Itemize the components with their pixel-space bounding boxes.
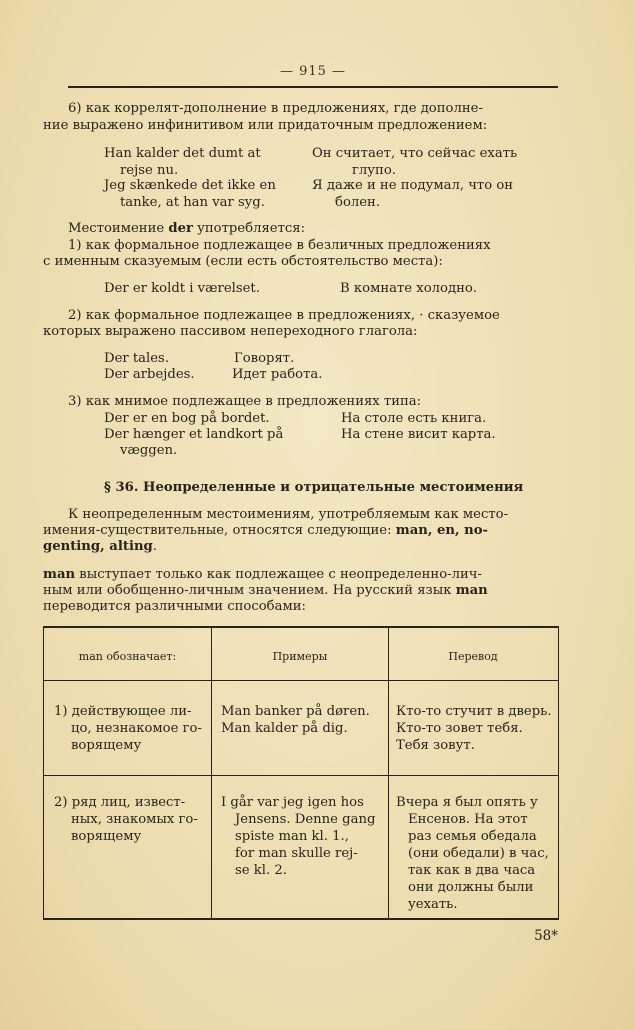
ex2-da: Der er koldt i værelset. bbox=[104, 281, 260, 296]
ex1-ru-line1: Он считает, что сейчас ехать bbox=[312, 146, 518, 161]
table-row2-translation: Вчера я был опять у Енсенов. На этот раз семья обедала (они обедали) в час, так как в два часа они должны были уехать. bbox=[396, 795, 549, 912]
man-usage-table bbox=[43, 626, 559, 920]
table-row2-example: I går var jeg igen hos Jensens. Denne gang spiste man kl. 1., for man skulle rej- se kl. 2. bbox=[221, 795, 376, 878]
p1-line1: 1) как формальное подлежащее в безличных предложениях bbox=[68, 238, 491, 253]
der-intro-line: Местоимение der употребляется: bbox=[68, 221, 306, 236]
table-row-divider bbox=[44, 775, 558, 776]
intro-line1: К неопределенным местоимениям, употребляемым как место- bbox=[68, 507, 509, 522]
table-row1-meaning: 1) действующее ли- цо, незнакомое го- ворящему bbox=[54, 704, 202, 753]
table-row1-translation: Кто-то стучит в дверь. Кто-то зовет тебя. Тебя зовут. bbox=[396, 704, 552, 753]
intro-line3: genting, alting. bbox=[43, 539, 157, 554]
ex1-da-line1: Han kalder det dumt at bbox=[104, 146, 261, 161]
p6-line2: ние выражено инфинитивом или придаточным предложением: bbox=[43, 118, 488, 133]
ex3-ru2: Идет работа. bbox=[232, 367, 323, 382]
p3-ru1: На столе есть книга. bbox=[341, 411, 487, 426]
p1-line2: с именным сказуемым (если есть обстоятельство места): bbox=[43, 254, 443, 269]
table-header-meaning: man обозначает: bbox=[78, 650, 177, 663]
table-row1-example: Man banker på døren. Man kalder på dig. bbox=[221, 704, 370, 736]
man-line2: ным или обобщенно-личным значением. На русский язык man bbox=[43, 583, 488, 598]
ex2-ru: В комнате холодно. bbox=[340, 281, 478, 296]
table-header-translation: Перевод bbox=[448, 650, 498, 663]
intro-line2: имения-существительные, относятся следующие: man, en, no- bbox=[43, 523, 489, 538]
p2-line2: которых выражено пассивом непереходного глагола: bbox=[43, 324, 418, 339]
ex1-da-line2: rejse nu. bbox=[120, 163, 179, 178]
p3-da1: Der er en bog på bordet. bbox=[104, 411, 270, 426]
ex3-da1: Der tales. bbox=[104, 351, 170, 366]
ex1-ru-line3: Я даже и не подумал, что он bbox=[312, 178, 514, 193]
table-header-examples: Примеры bbox=[272, 650, 328, 663]
page-number: 58* bbox=[534, 928, 558, 944]
table-header-divider bbox=[44, 680, 558, 681]
table-col-divider-1 bbox=[211, 628, 212, 918]
ex1-da-line3: Jeg skænkede det ikke en bbox=[104, 178, 276, 193]
p3-da3: væggen. bbox=[120, 443, 178, 458]
ex1-da-line4: tanke, at han var syg. bbox=[120, 195, 265, 210]
table-col-divider-2 bbox=[388, 628, 389, 918]
ex1-ru-line2: глупо. bbox=[352, 163, 396, 178]
page-header: — 915 — bbox=[279, 64, 347, 79]
p3-ru2: На стене висит карта. bbox=[341, 427, 496, 442]
p6-line1: 6) как коррелят-дополнение в предложениях, где дополне- bbox=[68, 101, 483, 116]
ex3-da2: Der arbejdes. bbox=[104, 367, 195, 382]
ex1-ru-line4: болен. bbox=[335, 195, 381, 210]
table-row2-meaning: 2) ряд лиц, извест- ных, знакомых го- ворящему bbox=[54, 795, 198, 844]
man-line3: переводится различными способами: bbox=[43, 599, 306, 614]
p3-line1: 3) как мнимое подлежащее в предложениях типа: bbox=[68, 394, 422, 409]
man-line1: man выступает только как подлежащее с неопределенно-лич- bbox=[43, 567, 482, 582]
ex3-ru1: Говорят. bbox=[234, 351, 295, 366]
p2-line1: 2) как формальное подлежащее в предложениях, · сказуемое bbox=[68, 308, 500, 323]
p3-da2: Der hænger et landkort på bbox=[104, 427, 284, 442]
section-heading: § 36. Неопределенные и отрицательные местоимения bbox=[104, 480, 524, 495]
header-rule bbox=[68, 86, 558, 88]
